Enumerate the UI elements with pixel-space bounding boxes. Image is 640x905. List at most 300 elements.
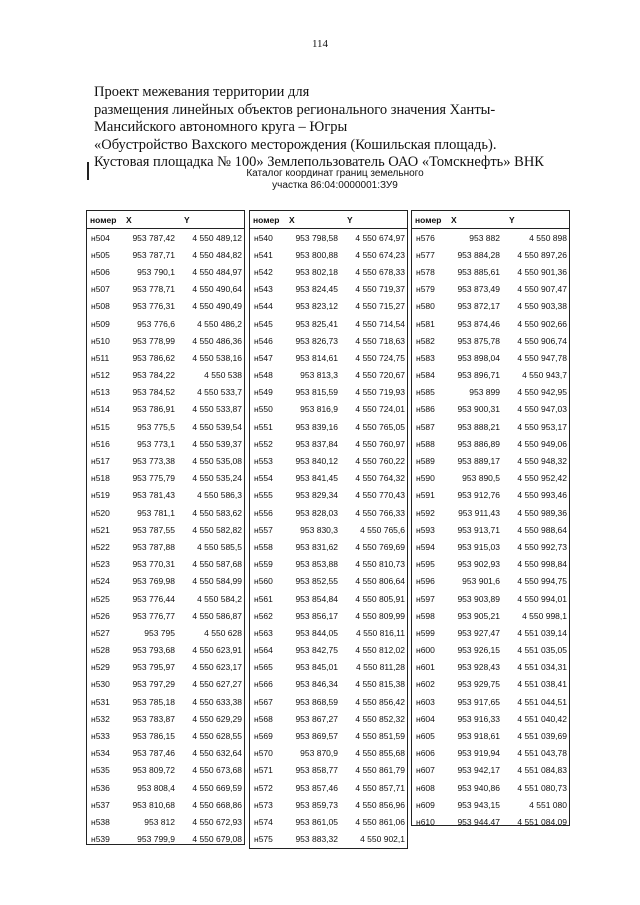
table-row bbox=[250, 401, 407, 418]
point-number-cell: н556 bbox=[254, 507, 273, 518]
point-number-cell: н510 bbox=[91, 335, 110, 346]
point-number-cell: н523 bbox=[91, 559, 110, 570]
point-number-cell: н505 bbox=[91, 249, 110, 260]
y-coordinate-cell: 4 550 851,59 bbox=[355, 731, 405, 742]
table-row bbox=[250, 384, 407, 401]
table-row bbox=[412, 556, 569, 573]
point-number-cell: н546 bbox=[254, 335, 273, 346]
table-row bbox=[87, 590, 244, 607]
point-number-cell: н566 bbox=[254, 679, 273, 690]
y-coordinate-cell: 4 550 988,64 bbox=[517, 524, 567, 535]
y-coordinate-cell: 4 550 861,06 bbox=[355, 816, 405, 827]
document-header bbox=[94, 84, 544, 172]
point-number-cell: н585 bbox=[416, 387, 435, 398]
y-coordinate-cell: 4 550 764,32 bbox=[355, 473, 405, 484]
x-coordinate-cell: 953 943,15 bbox=[457, 799, 500, 810]
y-coordinate-cell: 4 550 766,33 bbox=[355, 507, 405, 518]
x-coordinate-cell: 953 868,59 bbox=[295, 696, 338, 707]
table-row bbox=[87, 521, 244, 538]
point-number-cell: н516 bbox=[91, 438, 110, 449]
x-coordinate-cell: 953 918,61 bbox=[457, 731, 500, 742]
x-coordinate-cell: 953 919,94 bbox=[457, 748, 500, 759]
point-number-cell: н560 bbox=[254, 576, 273, 587]
y-coordinate-cell: 4 550 906,74 bbox=[517, 335, 567, 346]
y-coordinate-cell: 4 550 490,49 bbox=[192, 301, 242, 312]
table-row bbox=[250, 607, 407, 624]
y-coordinate-cell: 4 550 586,87 bbox=[192, 610, 242, 621]
column-header-y: Y bbox=[347, 214, 353, 225]
table-row bbox=[250, 556, 407, 573]
x-coordinate-cell: 953 889,17 bbox=[457, 456, 500, 467]
x-coordinate-cell: 953 927,47 bbox=[457, 627, 500, 638]
y-coordinate-cell: 4 550 489,12 bbox=[192, 232, 242, 243]
table-row bbox=[87, 573, 244, 590]
y-coordinate-cell: 4 550 949,06 bbox=[517, 438, 567, 449]
x-coordinate-cell: 953 890,5 bbox=[462, 473, 500, 484]
y-coordinate-cell: 4 550 627,27 bbox=[192, 679, 242, 690]
x-coordinate-cell: 953 917,65 bbox=[457, 696, 500, 707]
point-number-cell: н571 bbox=[254, 765, 273, 776]
x-coordinate-cell: 953 926,15 bbox=[457, 645, 500, 656]
table-row bbox=[87, 281, 244, 298]
y-coordinate-cell: 4 550 674,97 bbox=[355, 232, 405, 243]
x-coordinate-cell: 953 809,72 bbox=[132, 765, 175, 776]
point-number-cell: н541 bbox=[254, 249, 273, 260]
point-number-cell: н563 bbox=[254, 627, 273, 638]
x-coordinate-cell: 953 781,43 bbox=[132, 490, 175, 501]
y-coordinate-cell: 4 550 948,32 bbox=[517, 456, 567, 467]
point-number-cell: н557 bbox=[254, 524, 273, 535]
x-coordinate-cell: 953 854,84 bbox=[295, 593, 338, 604]
y-coordinate-cell: 4 550 897,26 bbox=[517, 249, 567, 260]
y-coordinate-cell: 4 550 901,36 bbox=[517, 266, 567, 277]
y-coordinate-cell: 4 550 760,97 bbox=[355, 438, 405, 449]
y-coordinate-cell: 4 550 538 bbox=[204, 370, 242, 381]
table-row bbox=[250, 779, 407, 796]
y-coordinate-cell: 4 551 044,51 bbox=[517, 696, 567, 707]
x-coordinate-cell: 953 784,52 bbox=[132, 387, 175, 398]
y-coordinate-cell: 4 550 490,64 bbox=[192, 284, 242, 295]
y-coordinate-cell: 4 550 769,69 bbox=[355, 541, 405, 552]
table-row bbox=[87, 745, 244, 762]
table-row bbox=[87, 831, 244, 848]
x-coordinate-cell: 953 915,03 bbox=[457, 541, 500, 552]
table-row bbox=[87, 229, 244, 246]
table-row bbox=[250, 332, 407, 349]
table-row bbox=[250, 693, 407, 710]
column-header-number: номер bbox=[415, 214, 442, 225]
header-line: Кустовая площадка № 100» Землепользователь ОАО «Томскнефть» ВНК bbox=[94, 154, 544, 171]
point-number-cell: н568 bbox=[254, 713, 273, 724]
x-coordinate-cell: 953 783,87 bbox=[132, 713, 175, 724]
y-coordinate-cell: 4 550 998,84 bbox=[517, 559, 567, 570]
y-coordinate-cell: 4 550 811,28 bbox=[356, 662, 405, 673]
point-number-cell: н570 bbox=[254, 748, 273, 759]
table-row bbox=[412, 435, 569, 452]
y-coordinate-cell: 4 550 584,99 bbox=[192, 576, 242, 587]
table-row bbox=[87, 470, 244, 487]
point-number-cell: н595 bbox=[416, 559, 435, 570]
table-row bbox=[412, 590, 569, 607]
point-number-cell: н529 bbox=[91, 662, 110, 673]
y-coordinate-cell: 4 550 533,87 bbox=[192, 404, 242, 415]
y-coordinate-cell: 4 550 628,55 bbox=[192, 731, 242, 742]
x-coordinate-cell: 953 787,55 bbox=[132, 524, 175, 535]
point-number-cell: н591 bbox=[416, 490, 435, 501]
table-row bbox=[250, 246, 407, 263]
header-line: «Обустройство Вахского месторождения (Кошильская площадь). bbox=[94, 136, 497, 153]
y-coordinate-cell: 4 550 943,7 bbox=[522, 370, 567, 381]
point-number-cell: н536 bbox=[91, 782, 110, 793]
table-row bbox=[87, 384, 244, 401]
table-row bbox=[250, 796, 407, 813]
x-coordinate-cell: 953 798,58 bbox=[295, 232, 338, 243]
point-number-cell: н538 bbox=[91, 816, 110, 827]
point-number-cell: н602 bbox=[416, 679, 435, 690]
point-number-cell: н593 bbox=[416, 524, 435, 535]
table-row bbox=[412, 384, 569, 401]
y-coordinate-cell: 4 550 952,42 bbox=[517, 473, 567, 484]
y-coordinate-cell: 4 550 720,67 bbox=[355, 370, 405, 381]
table-row bbox=[250, 590, 407, 607]
table-row bbox=[250, 229, 407, 246]
x-coordinate-cell: 953 787,46 bbox=[132, 748, 175, 759]
point-number-cell: н553 bbox=[254, 456, 273, 467]
point-number-cell: н574 bbox=[254, 816, 273, 827]
y-coordinate-cell: 4 551 080 bbox=[529, 799, 567, 810]
x-coordinate-cell: 953 786,15 bbox=[132, 731, 175, 742]
x-coordinate-cell: 953 776,77 bbox=[132, 610, 175, 621]
x-coordinate-cell: 953 888,21 bbox=[457, 421, 500, 432]
x-coordinate-cell: 953 874,46 bbox=[457, 318, 500, 329]
y-coordinate-cell: 4 550 852,32 bbox=[355, 713, 405, 724]
point-number-cell: н542 bbox=[254, 266, 273, 277]
y-coordinate-cell: 4 550 673,68 bbox=[192, 765, 242, 776]
table-row bbox=[250, 745, 407, 762]
catalog-title bbox=[200, 168, 470, 192]
point-number-cell: н569 bbox=[254, 731, 273, 742]
point-number-cell: н607 bbox=[416, 765, 435, 776]
y-coordinate-cell: 4 550 902,1 bbox=[360, 834, 405, 845]
x-coordinate-cell: 953 787,71 bbox=[132, 249, 175, 260]
x-coordinate-cell: 953 786,62 bbox=[132, 352, 175, 363]
column-header-x: X bbox=[451, 214, 457, 225]
table-row bbox=[87, 693, 244, 710]
x-coordinate-cell: 953 797,29 bbox=[132, 679, 175, 690]
x-coordinate-cell: 953 814,61 bbox=[295, 352, 338, 363]
x-coordinate-cell: 953 837,84 bbox=[295, 438, 338, 449]
y-coordinate-cell: 4 550 907,47 bbox=[517, 284, 567, 295]
table-row bbox=[412, 573, 569, 590]
table-row bbox=[412, 246, 569, 263]
y-coordinate-cell: 4 550 535,24 bbox=[192, 473, 242, 484]
table-row bbox=[412, 538, 569, 555]
x-coordinate-cell: 953 840,12 bbox=[295, 456, 338, 467]
header-line: размещения линейных объектов регионального значения Ханты- bbox=[94, 101, 496, 118]
point-number-cell: н509 bbox=[91, 318, 110, 329]
y-coordinate-cell: 4 551 084,09 bbox=[517, 816, 567, 827]
x-coordinate-cell: 953 776,44 bbox=[132, 593, 175, 604]
y-coordinate-cell: 4 551 040,42 bbox=[517, 713, 567, 724]
y-coordinate-cell: 4 550 486,2 bbox=[197, 318, 242, 329]
y-coordinate-cell: 4 551 039,14 bbox=[517, 627, 567, 638]
point-number-cell: н526 bbox=[91, 610, 110, 621]
table-row bbox=[412, 298, 569, 315]
point-number-cell: н504 bbox=[91, 232, 110, 243]
table-row bbox=[250, 263, 407, 280]
x-coordinate-cell: 953 844,05 bbox=[295, 627, 338, 638]
catalog-title-line: Каталог координат границ земельного bbox=[246, 168, 424, 179]
y-coordinate-cell: 4 550 816,11 bbox=[356, 627, 405, 638]
x-coordinate-cell: 953 839,16 bbox=[295, 421, 338, 432]
table-row bbox=[87, 435, 244, 452]
y-coordinate-cell: 4 550 633,38 bbox=[192, 696, 242, 707]
table-row bbox=[412, 401, 569, 418]
x-coordinate-cell: 953 773,1 bbox=[137, 438, 175, 449]
y-coordinate-cell: 4 551 035,05 bbox=[517, 645, 567, 656]
point-number-cell: н549 bbox=[254, 387, 273, 398]
table-row bbox=[87, 349, 244, 366]
page-number: 114 bbox=[311, 38, 329, 50]
x-coordinate-cell: 953 846,34 bbox=[295, 679, 338, 690]
x-coordinate-cell: 953 776,6 bbox=[137, 318, 175, 329]
table-row bbox=[87, 263, 244, 280]
x-coordinate-cell: 953 795,97 bbox=[132, 662, 175, 673]
point-number-cell: н515 bbox=[91, 421, 110, 432]
point-number-cell: н575 bbox=[254, 834, 273, 845]
table-row bbox=[87, 332, 244, 349]
table-row bbox=[250, 281, 407, 298]
y-coordinate-cell: 4 550 942,95 bbox=[517, 387, 567, 398]
point-number-cell: н598 bbox=[416, 610, 435, 621]
table-row bbox=[250, 470, 407, 487]
y-coordinate-cell: 4 550 535,08 bbox=[192, 456, 242, 467]
point-number-cell: н573 bbox=[254, 799, 273, 810]
table-row bbox=[250, 418, 407, 435]
table-row bbox=[87, 401, 244, 418]
y-coordinate-cell: 4 550 533,7 bbox=[197, 387, 242, 398]
y-coordinate-cell: 4 550 629,29 bbox=[192, 713, 242, 724]
x-coordinate-cell: 953 886,89 bbox=[457, 438, 500, 449]
point-number-cell: н543 bbox=[254, 284, 273, 295]
point-number-cell: н521 bbox=[91, 524, 110, 535]
point-number-cell: н547 bbox=[254, 352, 273, 363]
y-coordinate-cell: 4 550 857,71 bbox=[355, 782, 405, 793]
x-coordinate-cell: 953 867,27 bbox=[295, 713, 338, 724]
x-coordinate-cell: 953 852,55 bbox=[295, 576, 338, 587]
table-row bbox=[87, 315, 244, 332]
x-coordinate-cell: 953 826,73 bbox=[295, 335, 338, 346]
table-row bbox=[250, 762, 407, 779]
coordinate-table bbox=[249, 210, 408, 849]
x-coordinate-cell: 953 898,04 bbox=[457, 352, 500, 363]
table-row bbox=[412, 263, 569, 280]
point-number-cell: н601 bbox=[416, 662, 435, 673]
y-coordinate-cell: 4 550 623,17 bbox=[192, 662, 242, 673]
column-header-y: Y bbox=[509, 214, 515, 225]
x-coordinate-cell: 953 901,6 bbox=[462, 576, 500, 587]
point-number-cell: н511 bbox=[91, 352, 110, 363]
point-number-cell: н609 bbox=[416, 799, 435, 810]
y-coordinate-cell: 4 550 539,37 bbox=[192, 438, 242, 449]
y-coordinate-cell: 4 551 080,73 bbox=[517, 782, 567, 793]
point-number-cell: н537 bbox=[91, 799, 110, 810]
x-coordinate-cell: 953 823,12 bbox=[295, 301, 338, 312]
x-coordinate-cell: 953 905,21 bbox=[457, 610, 500, 621]
point-number-cell: н535 bbox=[91, 765, 110, 776]
x-coordinate-cell: 953 872,17 bbox=[457, 301, 500, 312]
point-number-cell: н594 bbox=[416, 541, 435, 552]
table-row bbox=[250, 727, 407, 744]
table-row bbox=[87, 556, 244, 573]
point-number-cell: н532 bbox=[91, 713, 110, 724]
y-coordinate-cell: 4 550 718,63 bbox=[355, 335, 405, 346]
coordinate-table bbox=[411, 210, 570, 826]
x-coordinate-cell: 953 853,88 bbox=[295, 559, 338, 570]
column-header-y: Y bbox=[184, 214, 190, 225]
y-coordinate-cell: 4 550 586,3 bbox=[197, 490, 242, 501]
table-header-row bbox=[412, 211, 569, 229]
point-number-cell: н590 bbox=[416, 473, 435, 484]
x-coordinate-cell: 953 784,22 bbox=[132, 370, 175, 381]
table-row bbox=[412, 779, 569, 796]
table-row bbox=[87, 659, 244, 676]
x-coordinate-cell: 953 882 bbox=[469, 232, 500, 243]
x-coordinate-cell: 953 870,9 bbox=[300, 748, 338, 759]
table-row bbox=[412, 229, 569, 246]
point-number-cell: н610 bbox=[416, 816, 435, 827]
table-row bbox=[87, 487, 244, 504]
table-row bbox=[250, 710, 407, 727]
table-row bbox=[412, 642, 569, 659]
table-row bbox=[87, 607, 244, 624]
y-coordinate-cell: 4 550 678,33 bbox=[355, 266, 405, 277]
point-number-cell: н578 bbox=[416, 266, 435, 277]
table-row bbox=[87, 779, 244, 796]
y-coordinate-cell: 4 550 765,05 bbox=[355, 421, 405, 432]
x-coordinate-cell: 953 913,71 bbox=[457, 524, 500, 535]
point-number-cell: н545 bbox=[254, 318, 273, 329]
point-number-cell: н512 bbox=[91, 370, 110, 381]
point-number-cell: н528 bbox=[91, 645, 110, 656]
table-row bbox=[250, 659, 407, 676]
x-coordinate-cell: 953 856,17 bbox=[295, 610, 338, 621]
x-coordinate-cell: 953 808,4 bbox=[137, 782, 175, 793]
x-coordinate-cell: 953 787,88 bbox=[132, 541, 175, 552]
y-coordinate-cell: 4 550 484,82 bbox=[192, 249, 242, 260]
point-number-cell: н551 bbox=[254, 421, 273, 432]
y-coordinate-cell: 4 550 538,16 bbox=[192, 352, 242, 363]
y-coordinate-cell: 4 550 994,01 bbox=[517, 593, 567, 604]
table-row bbox=[87, 813, 244, 830]
x-coordinate-cell: 953 942,17 bbox=[457, 765, 500, 776]
y-coordinate-cell: 4 550 770,43 bbox=[355, 490, 405, 501]
y-coordinate-cell: 4 550 809,99 bbox=[355, 610, 405, 621]
point-number-cell: н592 bbox=[416, 507, 435, 518]
y-coordinate-cell: 4 551 038,41 bbox=[517, 679, 567, 690]
y-coordinate-cell: 4 550 902,66 bbox=[517, 318, 567, 329]
point-number-cell: н524 bbox=[91, 576, 110, 587]
point-number-cell: н530 bbox=[91, 679, 110, 690]
x-coordinate-cell: 953 781,1 bbox=[137, 507, 175, 518]
y-coordinate-cell: 4 550 484,97 bbox=[192, 266, 242, 277]
y-coordinate-cell: 4 550 861,79 bbox=[355, 765, 405, 776]
point-number-cell: н519 bbox=[91, 490, 110, 501]
x-coordinate-cell: 953 787,42 bbox=[132, 232, 175, 243]
point-number-cell: н608 bbox=[416, 782, 435, 793]
table-row bbox=[87, 367, 244, 384]
y-coordinate-cell: 4 550 993,46 bbox=[517, 490, 567, 501]
table-row bbox=[412, 315, 569, 332]
point-number-cell: н597 bbox=[416, 593, 435, 604]
table-row bbox=[412, 624, 569, 641]
x-coordinate-cell: 953 912,76 bbox=[457, 490, 500, 501]
y-coordinate-cell: 4 550 903,38 bbox=[517, 301, 567, 312]
y-coordinate-cell: 4 550 856,96 bbox=[355, 799, 405, 810]
point-number-cell: н527 bbox=[91, 627, 110, 638]
y-coordinate-cell: 4 550 724,01 bbox=[355, 404, 405, 415]
table-row bbox=[250, 452, 407, 469]
x-coordinate-cell: 953 940,86 bbox=[457, 782, 500, 793]
table-row bbox=[412, 745, 569, 762]
x-coordinate-cell: 953 857,46 bbox=[295, 782, 338, 793]
point-number-cell: н567 bbox=[254, 696, 273, 707]
y-coordinate-cell: 4 551 043,78 bbox=[517, 748, 567, 759]
table-row bbox=[250, 573, 407, 590]
point-number-cell: н518 bbox=[91, 473, 110, 484]
x-coordinate-cell: 953 824,45 bbox=[295, 284, 338, 295]
y-coordinate-cell: 4 551 084,83 bbox=[517, 765, 567, 776]
point-number-cell: н581 bbox=[416, 318, 435, 329]
table-header-row bbox=[87, 211, 244, 229]
table-row bbox=[87, 727, 244, 744]
point-number-cell: н561 bbox=[254, 593, 273, 604]
y-coordinate-cell: 4 550 989,36 bbox=[517, 507, 567, 518]
table-row bbox=[412, 281, 569, 298]
point-number-cell: н554 bbox=[254, 473, 273, 484]
x-coordinate-cell: 953 916,33 bbox=[457, 713, 500, 724]
column-header-number: номер bbox=[90, 214, 117, 225]
point-number-cell: н517 bbox=[91, 456, 110, 467]
point-number-cell: н584 bbox=[416, 370, 435, 381]
y-coordinate-cell: 4 550 719,37 bbox=[355, 284, 405, 295]
table-row bbox=[87, 642, 244, 659]
y-coordinate-cell: 4 550 998,1 bbox=[522, 610, 567, 621]
table-row bbox=[87, 796, 244, 813]
point-number-cell: н589 bbox=[416, 456, 435, 467]
y-coordinate-cell: 4 550 724,75 bbox=[355, 352, 405, 363]
point-number-cell: н603 bbox=[416, 696, 435, 707]
y-coordinate-cell: 4 550 587,68 bbox=[192, 559, 242, 570]
point-number-cell: н604 bbox=[416, 713, 435, 724]
y-coordinate-cell: 4 550 994,75 bbox=[517, 576, 567, 587]
y-coordinate-cell: 4 550 715,27 bbox=[355, 301, 405, 312]
table-header-row bbox=[250, 211, 407, 229]
point-number-cell: н565 bbox=[254, 662, 273, 673]
x-coordinate-cell: 953 795 bbox=[144, 627, 175, 638]
y-coordinate-cell: 4 550 584,2 bbox=[197, 593, 242, 604]
x-coordinate-cell: 953 778,99 bbox=[132, 335, 175, 346]
table-row bbox=[412, 504, 569, 521]
table-row bbox=[87, 538, 244, 555]
point-number-cell: н548 bbox=[254, 370, 273, 381]
y-coordinate-cell: 4 550 669,59 bbox=[192, 782, 242, 793]
point-number-cell: н580 bbox=[416, 301, 435, 312]
x-coordinate-cell: 953 903,89 bbox=[457, 593, 500, 604]
x-coordinate-cell: 953 911,43 bbox=[458, 507, 500, 518]
y-coordinate-cell: 4 550 947,78 bbox=[517, 352, 567, 363]
header-line: Мансийского автономного круга – Югры bbox=[94, 119, 348, 136]
